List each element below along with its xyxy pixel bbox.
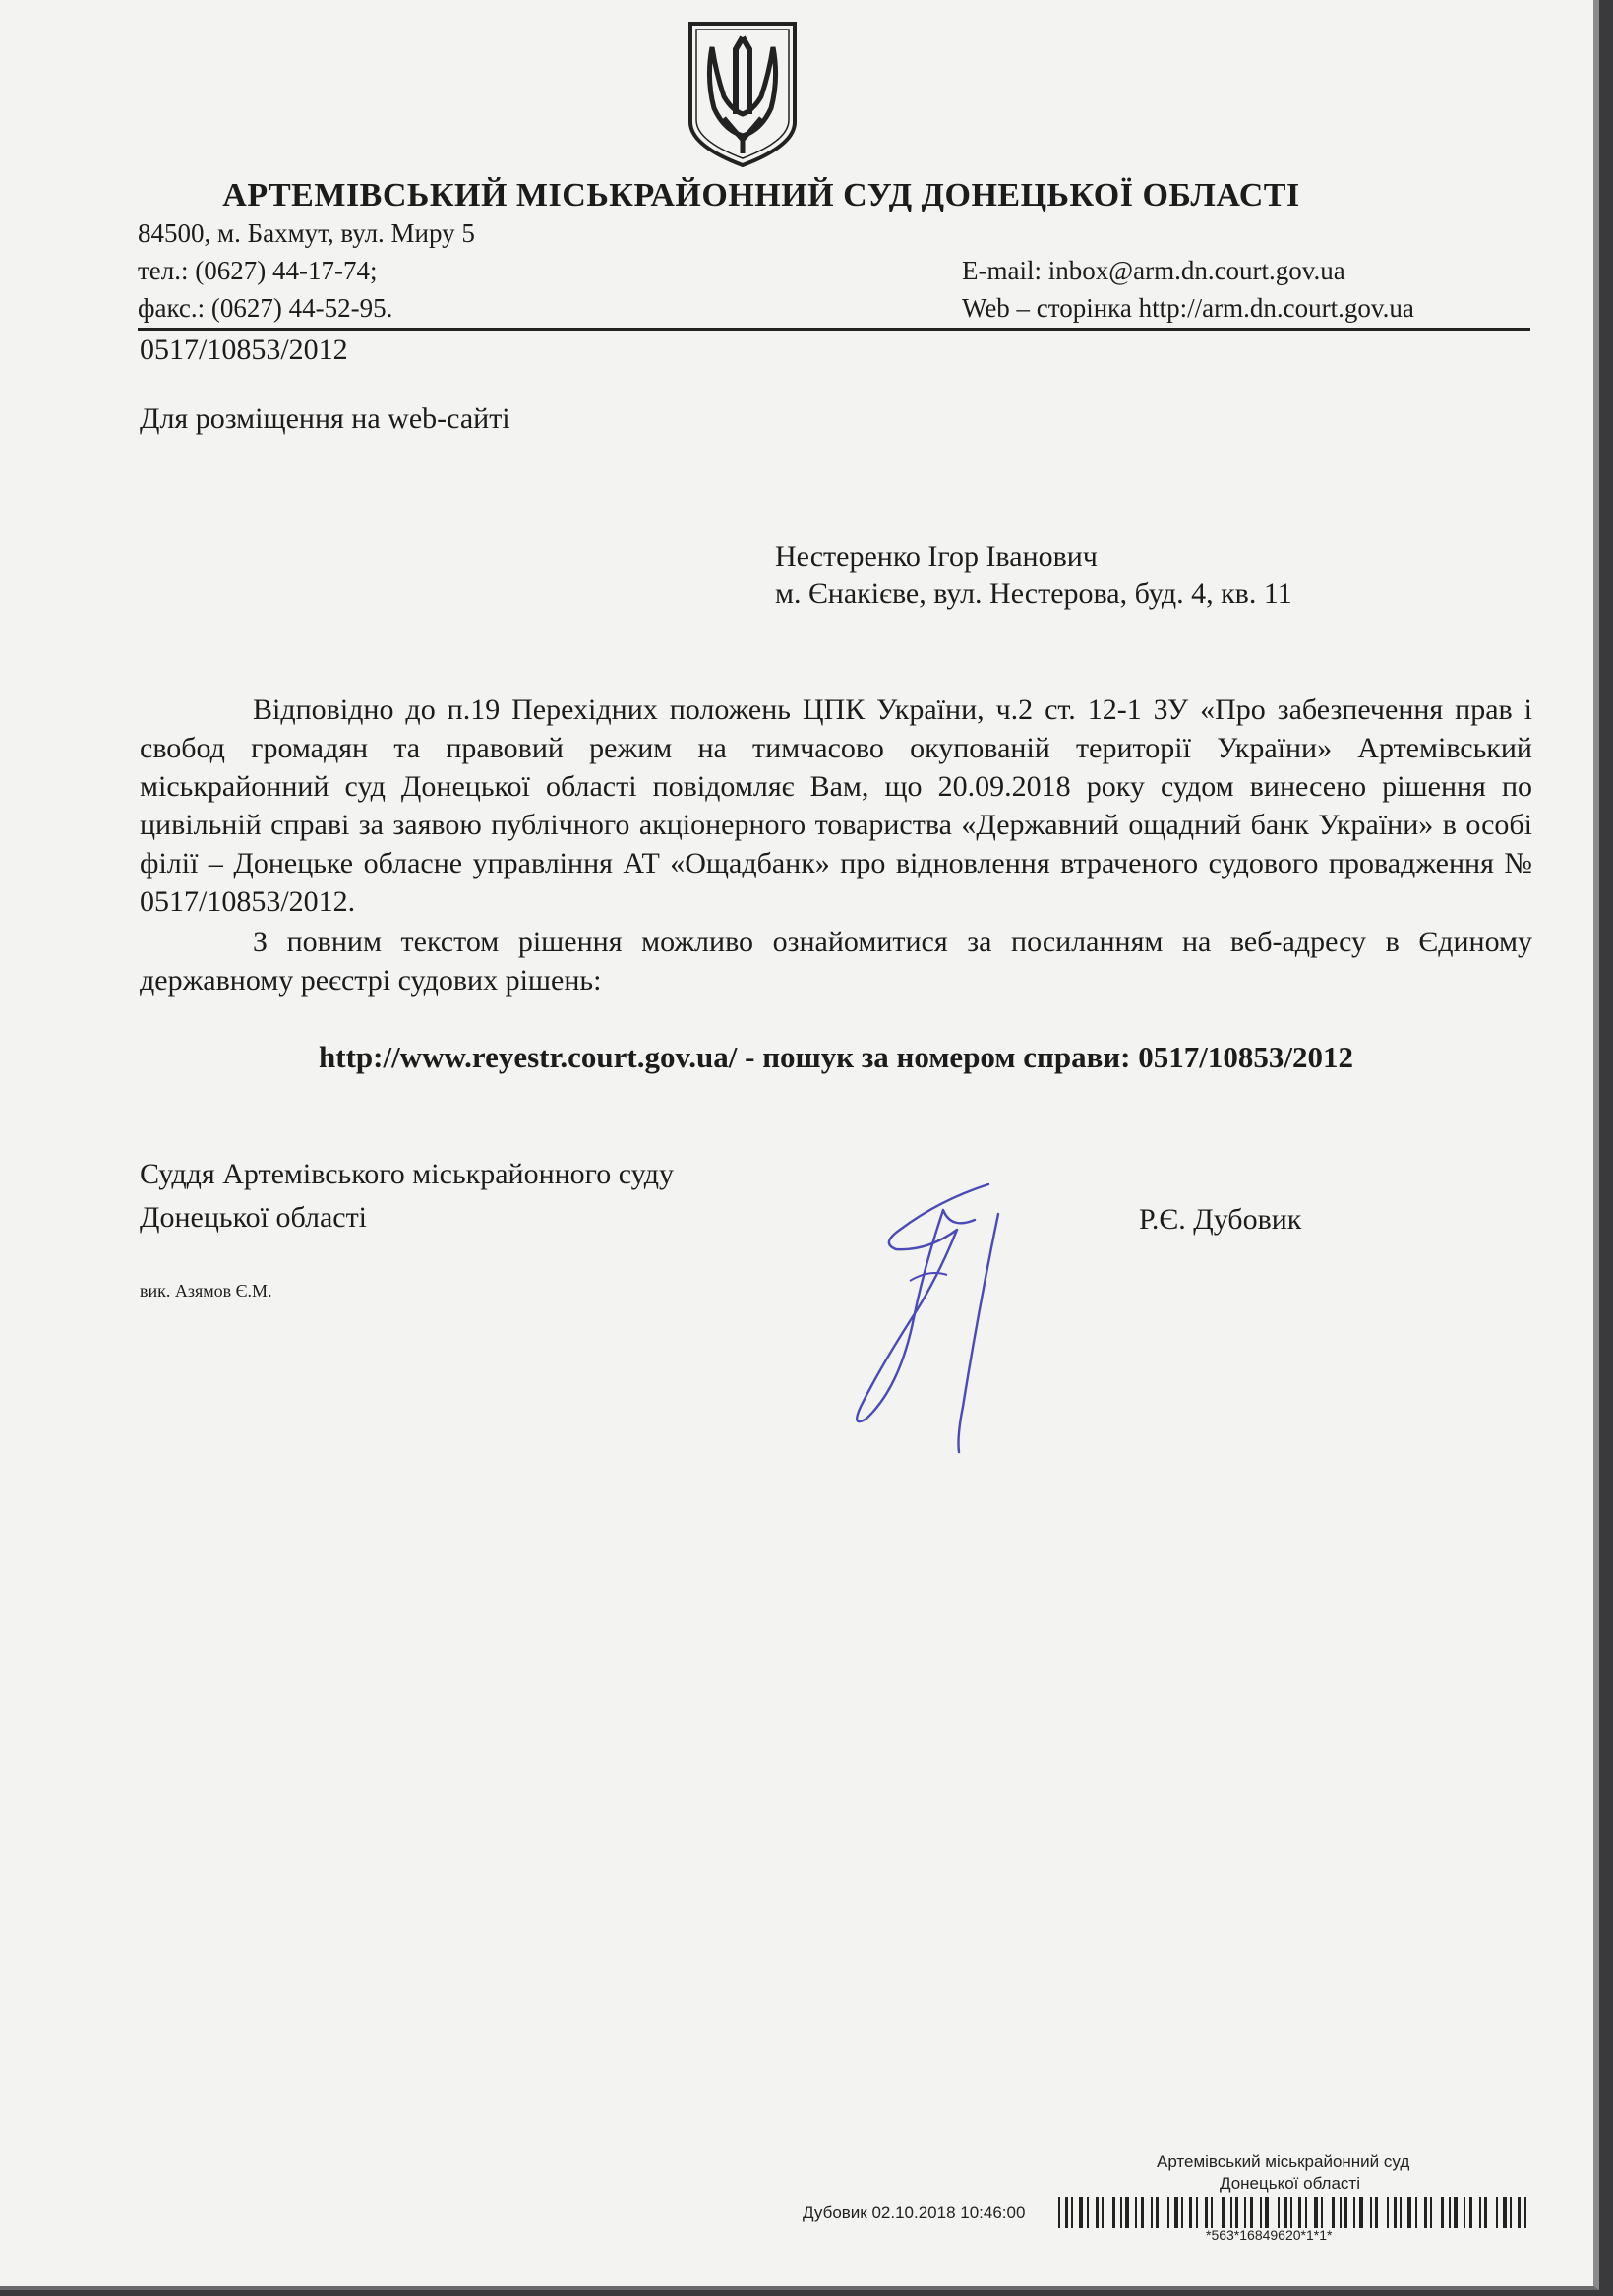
court-website: Web – сторінка http://arm.dn.court.gov.ua (962, 293, 1414, 323)
case-number: 0517/10853/2012 (140, 333, 348, 366)
handwritten-signature (841, 1171, 1023, 1456)
registry-link: http://www.reyestr.court.gov.ua/ - пошук за номером справи: 0517/10853/2012 (319, 1040, 1353, 1074)
registry-paragraph: З повним текстом рішення можливо ознайомитися за посиланням на веб-адресу в Єдиному державному реєстрі судових рішень: (140, 926, 1532, 997)
stamp-signed-by: Дубовик 02.10.2018 10:46:00 (803, 2204, 1026, 2222)
court-phone: тел.: (0627) 44-17-74; (138, 256, 378, 285)
trident-coat-of-arms-icon (685, 20, 801, 169)
court-name: АРТЕМІВСЬКИЙ МІСЬКРАЙОННИЙ СУД ДОНЕЦЬКОЇ ОБЛАСТІ (222, 177, 1300, 213)
stamp-court-line-2: Донецької області (1220, 2174, 1360, 2193)
notice-paragraph: Відповідно до п.19 Перехідних положень ЦПК України, ч.2 ст. 12-1 ЗУ «Про забезпечення прав і свобод громадян та правовий режим на тимчасово окупованій території України» Артемівський міськрайонний суд Донецької області повідомляє Вам, що 20.09.2018 року судом винесено рішення по цивільній справі за заявою публічного акціонерного товариства «Державний ощадний банк України» в особі філії – Донецьке обласне управління АТ «Ощадбанк» про відновлення втраченого судового провадження № 0517/10853/2012. (140, 694, 1532, 918)
barcode-icon (1054, 2197, 1536, 2228)
judge-title-line-2: Донецької області (140, 1201, 368, 1234)
recipient-address: м. Єнакієве, вул. Нестерова, буд. 4, кв. 11 (775, 577, 1292, 610)
executor-note: вик. Азямов Є.М. (140, 1281, 272, 1300)
purpose-note: Для розміщення на web-сайті (140, 402, 510, 435)
court-address: 84500, м. Бахмут, вул. Миру 5 (138, 218, 475, 248)
judge-title-line-1: Суддя Артемівського міськрайонного суду (140, 1158, 675, 1190)
stamp-court-line-1: Артемівський міськрайонний суд (1157, 2152, 1410, 2171)
barcode-text: *563*16849620*1*1* (1206, 2227, 1333, 2243)
court-email: E-mail: inbox@arm.dn.court.gov.ua (962, 256, 1345, 285)
court-fax: факс.: (0627) 44-52-95. (138, 293, 393, 323)
recipient-name: Нестеренко Ігор Іванович (775, 540, 1098, 573)
judge-name: Р.Є. Дубовик (1139, 1203, 1302, 1236)
